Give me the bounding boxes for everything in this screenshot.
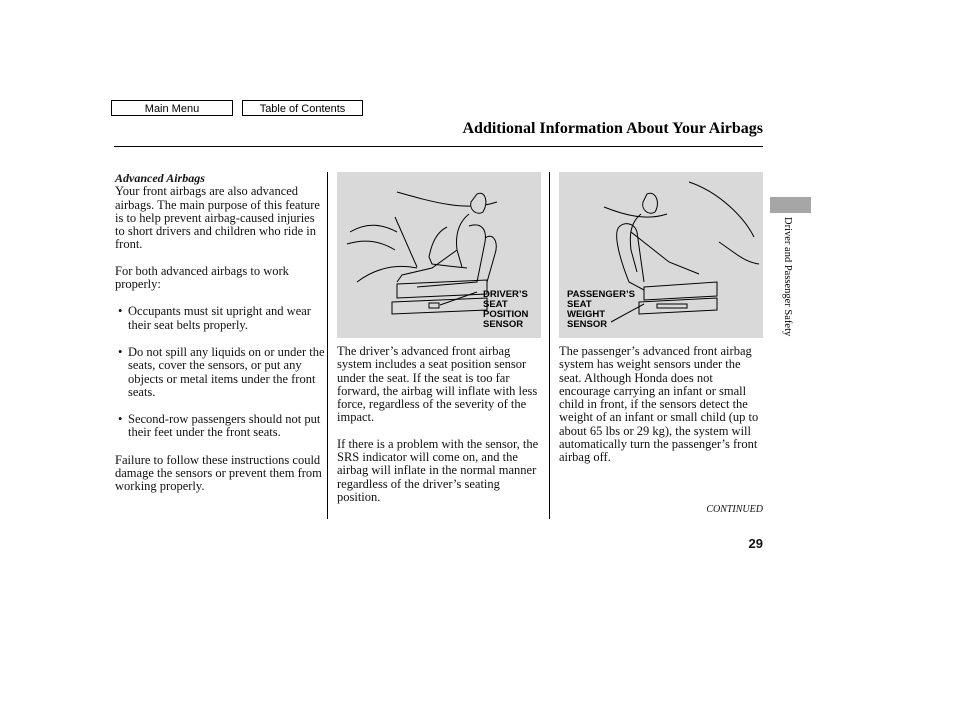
middle-column — [337, 345, 543, 504]
intro-paragraph: Your front airbags are also advanced airbags. The main purpose of this feature is to help prevent airbag-caused injuries to short drivers and children who ride in front. — [115, 184, 320, 252]
page-number: 29 — [748, 536, 763, 551]
table-of-contents-button[interactable]: Table of Contents — [242, 100, 363, 116]
warning-paragraph: Failure to follow these instructions could damage the sensors or prevent them from working properly. — [115, 452, 322, 494]
passenger-sensor-label: PASSENGER’S SEAT WEIGHT SENSOR — [567, 289, 635, 330]
continued-label: CONTINUED — [706, 504, 763, 515]
driver-sensor-label: DRIVER’S SEAT POSITION SENSOR — [483, 289, 529, 330]
list-item: • Occupants must sit upright and wear their seat belts properly. — [115, 305, 325, 332]
left-column — [115, 172, 325, 494]
title-rule — [114, 146, 763, 147]
list-item: • Do not spill any liquids on or under the seats, cover the sensors, or put any objects or metal items under the front seats. — [115, 346, 325, 399]
column-divider-1 — [327, 172, 328, 519]
passenger-sensor-paragraph: The passenger’s advanced front airbag system has weight sensors under the seat. Although Honda does not encourage carrying an infant or small child in front, if the sensors detect the weight of an infant or small child (up to about 65 lbs or 29 kg), the system will automatically turn the passenger’s front airbag off. — [559, 344, 759, 465]
main-menu-button[interactable]: Main Menu — [111, 100, 233, 116]
driver-seat-illustration — [337, 172, 541, 338]
passenger-seat-illustration — [559, 172, 763, 338]
section-tab-marker — [770, 197, 811, 213]
section-subheading: Advanced Airbags — [115, 171, 205, 185]
section-tab-label: Driver and Passenger Safety — [782, 217, 793, 337]
requirements-list — [115, 305, 325, 439]
list-item: • Second-row passengers should not put their feet under the front seats. — [115, 413, 325, 440]
lead-in-paragraph: For both advanced airbags to work properly: — [115, 263, 289, 292]
page-title: Additional Information About Your Airbags — [462, 120, 763, 137]
driver-sensor-paragraph: The driver’s advanced front airbag system includes a seat position sensor under the seat. If the seat is too far forward, the airbag will inflate with less force, regardless of the severity of the impact. — [337, 344, 538, 425]
column-divider-2 — [549, 172, 550, 519]
sensor-problem-paragraph: If there is a problem with the sensor, the SRS indicator will come on, and the airbag will inflate in the normal manner regardless of the driver’s seating position. — [337, 436, 539, 504]
right-column — [559, 345, 765, 465]
